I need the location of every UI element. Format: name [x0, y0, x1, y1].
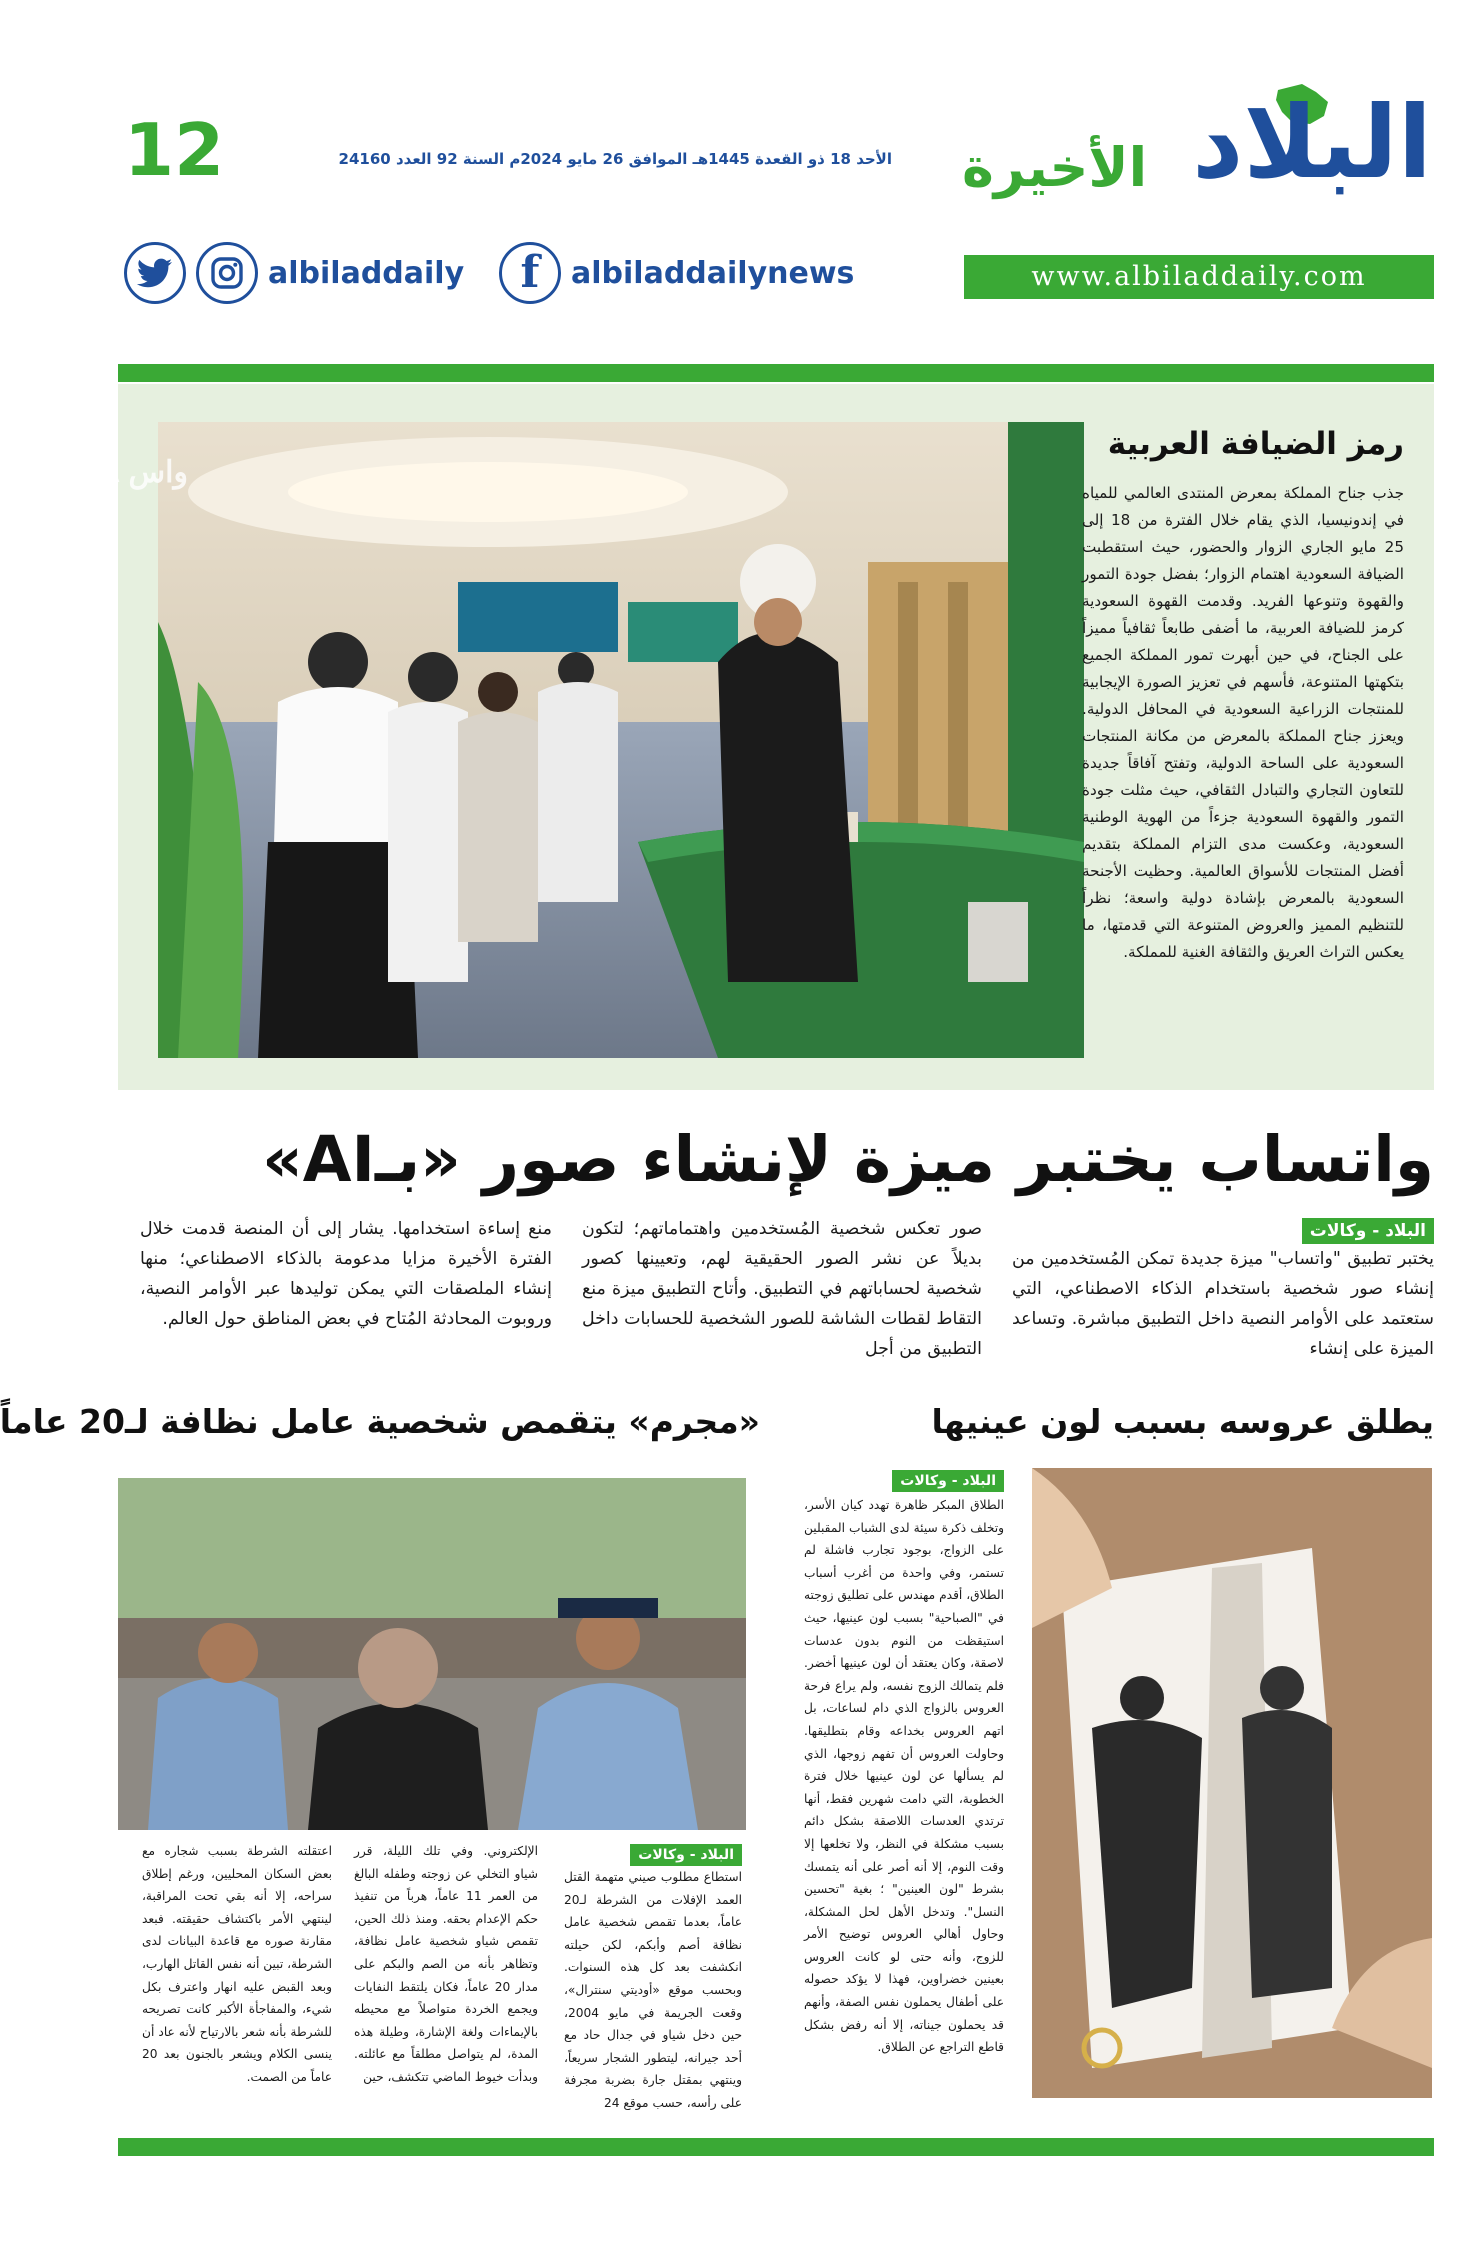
- main-story-col2: صور تعكس شخصية المُستخدمين واهتماماتهم؛ لتكون بديلاً عن نشر الصور الحقيقية لهم، وتعيينها كصور شخصية لحساباتهم في التطبيق. وأتاح التطبيق ميزة منع التقاط لقطات الشاشة للصور الشخصية للحسابات داخل التطبيق من أجل: [582, 1219, 982, 1359]
- main-story-col3: منع إساءة استخدامها. يشار إلى أن المنصة قدمت خلال الفترة الأخيرة مزايا مدعومة بالذكاء الاصطناعي؛ منها إنشاء الملصقات التي يمكن توليدها عبر الأوامر النصية، وروبوت المحادثة المُتاح في بعض المناطق حول العالم.: [140, 1219, 552, 1329]
- main-story-tag: البلاد - وكالات: [1302, 1218, 1434, 1244]
- website-link[interactable]: www.albiladdaily.com: [964, 255, 1434, 299]
- dateline: الأحد 18 ذو القعدة 1445هـ الموافق 26 مايو 2024م السنة 92 العدد 24160: [338, 150, 892, 168]
- torn-photo: [1032, 1468, 1432, 2098]
- page-number: 12: [124, 108, 225, 192]
- twitter-icon: [124, 242, 186, 304]
- logo-main-text: البلاد: [1192, 84, 1432, 201]
- bottom-rule: [118, 2138, 1434, 2156]
- arrest-photo: [118, 1478, 746, 1830]
- feature-box: [60, 384, 1434, 1090]
- feature-body: جذب جناح المملكة بمعرض المنتدى العالمي للمياه في إندونيسيا، الذي يقام خلال الفترة من 18 إلى 25 مايو الجاري الزوار والحضور، حيث استقطبت الضيافة السعودية اهتمام الزوار؛ بفضل جودة التمور والقهوة وتنوعها الفريد. وقدمت القهوة السعودية كرمز للضيافة العربية، ما أضفى طابعاً ثقافياً مميزاً على الجناح، في حين أبهرت تمور المملكة الجميع بتكهتها المتنوعة، فأسهم في تعزيز الصورة الإيجابية للمنتجات الزراعية السعودية في المحافل الدولية. ويعزز جناح المملكة بالمعرض من مكانة المنتجات السعودية على الساحة الدولية، وتفتح آفاقاً جديدة للتعاون التجاري والتبادل الثقافي، حيث مثلت جودة التمور والقهوة السعودية جزءاً من الهوية الوطنية السعودية، وعكست مدى التزام المملكة بتقديم أفضل المنتجات للأسواق العالمية. وحظيت الأجنحة السعودية بالمعرض بإشادة دولية واسعة؛ نظراً للتنظيم المميز والعروض المتنوعة التي قدمتها، ما يعكس التراث العريق والثقافة الغنية للمملكة.: [1082, 484, 1404, 961]
- facebook-icon: f: [499, 242, 561, 304]
- instagram-handle: albiladdaily: [268, 255, 465, 291]
- criminal-story-headline: «مجرم» يتقمص شخصية عامل نظافة لـ20 عاماً: [0, 1402, 760, 1441]
- bride-story-body: الطلاق المبكر ظاهرة تهدد كيان الأسر، وتخلف ذكرة سيئة لدى الشباب المقبلين على الزواج، بوجود تجارب فاشلة لم تستمر، وفي واحدة من أغرب أسباب الطلاق، أقدم مهندس على تطليق زوجته في "الصباحية" بسبب لون عينيها، حيث استيقظت من النوم بدون عدسات لاصقة، وكان يعتقد أن لون عينيها أخضر. فلم يتمالك الزوج نفسه، ولم يراع فرحة العروس بالزواج الذي دام لساعات، بل اتهم العروس بخداعه وقام بتطليقها. وحاولت العروس أن تفهم زوجها، الذي لم يسألها عن لون عينيها خلال فترة الخطوبة، التي دامت شهرين فقط، أنها ترتدي العدسات اللاصقة بشكل دائم بسبب مشكلة في النظر، ولا تخلعها إلا وقت النوم، إلا أنه أصر على أنه يتمسك بشرط "لون العينين" ؛ بغية "تحسين النسل". وتدخل الأهل لحل المشكلة، وحاول أهالي العروس توضيح الأمر للزوج، وأنه حتى لو كانت العروس بعينين خضراوين، فهذا لا يؤكد حصوله على أطفال يحملون نفس الصفة، وأنهم قد يحملون جيناته، إلا أنه رفض بشكل قاطع التراجع عن الطلاق.: [804, 1498, 1004, 2055]
- top-rule: [118, 364, 1434, 382]
- facebook-handle: albiladdailynews: [571, 255, 855, 291]
- coffee-hospitality-photo: [60, 422, 1084, 1058]
- criminal-story-col1: استطاع مطلوب صيني متهمة القتل العمد الإفلات من الشرطة لـ20 عاماً، بعدما تقمص شخصية عامل نظافة أصم وأبكم، لكن حيلته انكشفت بعد كل هذه السنوات. وبحسب موقع «أوديتي سنترال»، وقعت الجريمة في مايو 2004، حين دخل شياو في جدال حاد مع أحد جيرانه، ليتطور الشجار سريعاً، وينتهي بمقتل جارة بضربة مجرفة على رأسه، حسب موقع 24: [564, 1870, 742, 2110]
- spa-watermark: واس SPA: [60, 456, 188, 489]
- logo-sub-text: الأخيرة: [962, 136, 1148, 199]
- bride-story-tag: البلاد - وكالات: [892, 1470, 1004, 1492]
- criminal-story-col2: الإلكتروني. وفي تلك الليلة، قرر شياو التخلي عن زوجته وطفله البالغ من العمر 11 عاماً، هرباً من تنفيذ حكم الإعدام بحقه. ومنذ ذلك الحين، تقمص شياو شخصية عامل نظافة، وتظاهر بأنه من الصم والبكم على مدار 20 عاماً، فكان يلتقط النفايات ويجمع الخردة متواصلاً مع محيطه بالإيماءات ولغة الإشارة، وطيلة هذه المدة، لم يتواصل مطلقاً مع عائلته. وبدأت خيوط الماضي تتكشف، حين: [354, 1844, 538, 2084]
- criminal-story-col3: اعتقلته الشرطة بسبب شجاره مع بعض السكان المحليين، ورغم إطلاق سراحه، إلا أنه بقي تحت المراقبة، لينتهي الأمر باكتشاف حقيقته. فبعد مقارنة صوره مع قاعدة البيانات لدى الشرطة، تبين أنه نفس القاتل الهارب، وبعد القبض عليه انهار واعترف بكل شيء، والمفاجأة الأكبر كانت تصريحه للشرطة بأنه شعر بالارتياح لأنه عاد أن ينسى الكلام ويشعر بالجنون بعد 20 عاماً من الصمت.: [142, 1844, 332, 2084]
- criminal-story-tag: البلاد - وكالات: [630, 1844, 742, 1866]
- newspaper-logo: [962, 84, 1432, 208]
- instagram-icon: [196, 242, 258, 304]
- facebook-social[interactable]: [499, 240, 854, 306]
- main-story-col1: يختبر تطبيق "واتساب" ميزة جديدة تمكن المُستخدمين من إنشاء صور شخصية باستخدام الذكاء الاصطناعي، التي ستعتمد على الأوامر النصية داخل التطبيق مباشرة. وتساعد الميزة على إنشاء: [1012, 1249, 1434, 1359]
- feature-title: رمز الضيافة العربية: [1107, 426, 1404, 462]
- twitter-instagram-social[interactable]: [124, 240, 464, 306]
- bride-story-headline: يطلق عروسه بسبب لون عينيها: [931, 1402, 1434, 1441]
- main-headline: واتساب يختبر ميزة لإنشاء صور «بـAI»: [262, 1123, 1434, 1196]
